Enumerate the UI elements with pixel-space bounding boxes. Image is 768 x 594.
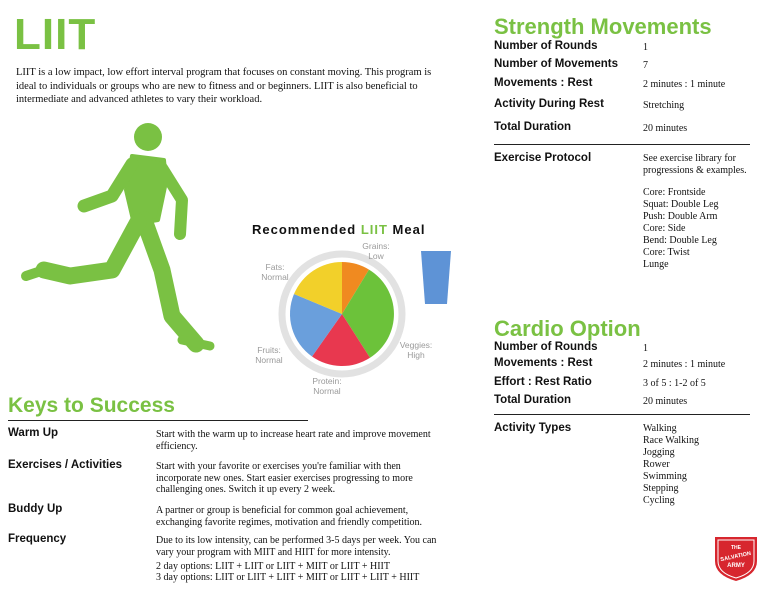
protocol-note-1: See exercise library for	[643, 153, 737, 164]
protocol-item: Core: Side	[643, 223, 686, 234]
key-text-warm-up: Start with the warm up to increase heart rate and improve movement efficiency.	[156, 429, 431, 452]
protocol-item: Core: Twist	[643, 247, 690, 258]
cardio-value-move-rest: 2 minutes : 1 minute	[643, 359, 726, 370]
strength-divider	[494, 144, 750, 145]
plate-label-fats-level: Normal	[261, 272, 289, 282]
page-title: LIIT	[14, 10, 97, 59]
meal-title-prefix: Recommended	[252, 222, 361, 237]
activity-item: Walking	[643, 423, 677, 434]
protocol-item: Core: Frontside	[643, 187, 706, 198]
strength-label-move-rest: Movements : Rest	[494, 77, 593, 89]
strength-value-duration: 20 minutes	[643, 123, 688, 134]
protocol-item: Lunge	[643, 259, 669, 270]
plate-label-fruits: Fruits:	[257, 345, 281, 355]
activity-item: Swimming	[643, 471, 687, 482]
plate-label-protein-level: Normal	[313, 386, 341, 395]
protocol-item: Bend: Double Leg	[643, 235, 717, 246]
strength-value-rounds: 1	[643, 42, 648, 53]
intro-paragraph: LIIT is a low impact, low effort interval program that focuses on constant moving. This program is ideal to individuals or groups who are new to fitness and or beginners. LIIT is also beneficial to intermediate and advanced athletes to vary their workload.	[16, 67, 432, 105]
strength-value-move-rest: 2 minutes : 1 minute	[643, 79, 726, 90]
protocol-label: Exercise Protocol	[494, 152, 592, 164]
cardio-value-effort: 3 of 5 : 1-2 of 5	[643, 378, 706, 389]
activity-types-label: Activity Types	[494, 422, 572, 434]
water-cup-icon	[420, 250, 452, 306]
protocol-note-2: progressions & examples.	[643, 165, 747, 176]
plate-label-veggies-level: High	[407, 350, 425, 360]
activity-item: Rower	[643, 459, 670, 470]
salvation-army-shield-logo	[712, 533, 760, 583]
meal-title-highlight: LIIT	[360, 222, 388, 237]
badge-line-3: ARMY	[727, 563, 745, 569]
protocol-item: Push: Double Arm	[643, 211, 718, 222]
cardio-title: Cardio Option	[494, 316, 641, 341]
activity-item: Race Walking	[643, 435, 699, 446]
cardio-divider	[494, 414, 750, 415]
runner-illustration	[14, 120, 219, 365]
key-text-buddy-up: A partner or group is beneficial for common goal achievement, exchanging favorite regimes, motivation and friendly competition.	[156, 505, 423, 528]
key-label-warm-up: Warm Up	[8, 427, 59, 439]
cardio-label-effort: Effort : Rest Ratio	[494, 376, 592, 388]
plate-label-fats: Fats:	[265, 262, 285, 272]
badge-line-1: THE	[731, 545, 741, 551]
keys-divider	[8, 420, 308, 421]
activity-item: Stepping	[643, 483, 679, 494]
activity-item: Cycling	[643, 495, 675, 506]
strength-label-activity-rest: Activity During Rest	[494, 98, 604, 110]
cardio-value-rounds: 1	[643, 343, 648, 354]
cardio-label-duration: Total Duration	[494, 394, 572, 406]
protocol-item: Squat: Double Leg	[643, 199, 719, 210]
key-text-frequency-3day: 3 day options: LIIT or LIIT + LIIT + MIIT or LIIT + LIIT + HIIT	[156, 572, 420, 583]
badge-line-2: SALVATION	[719, 550, 752, 564]
meal-title	[252, 222, 425, 237]
key-text-frequency-2day: 2 day options: LIIT + LIIT or LIIT + MIIT or LIIT + HIIT	[156, 561, 390, 572]
plate-label-grains: Grains:	[362, 241, 390, 251]
key-label-exercises: Exercises / Activities	[8, 459, 123, 471]
strength-value-activity-rest: Stretching	[643, 100, 685, 111]
key-text-frequency: Due to its low intensity, can be performed 3-5 days per week. You can vary your program with MIIT and HIIT for more intensity.	[156, 535, 437, 558]
cardio-label-move-rest: Movements : Rest	[494, 357, 593, 369]
strength-label-duration: Total Duration	[494, 121, 572, 133]
cardio-value-duration: 20 minutes	[643, 396, 688, 407]
plate-label-fruits-level: Normal	[255, 355, 283, 365]
strength-label-rounds: Number of Rounds	[494, 40, 598, 52]
key-text-exercises: Start with your favorite or exercises you're familiar with then incorporate new ones. Start easier exercises progressing to more challenging ones. Switch it up every 2 week.	[156, 461, 413, 496]
cardio-label-rounds: Number of Rounds	[494, 341, 598, 353]
meal-title-suffix: Meal	[387, 222, 426, 237]
key-label-frequency: Frequency	[8, 533, 67, 545]
plate-label-protein: Protein:	[312, 376, 342, 386]
key-label-buddy-up: Buddy Up	[8, 503, 63, 515]
keys-title: Keys to Success	[8, 394, 175, 417]
activity-item: Jogging	[643, 447, 675, 458]
strength-value-movements: 7	[643, 60, 648, 71]
plate-label-veggies: Veggies:	[399, 340, 433, 350]
plate-label-grains-level: Low	[368, 251, 384, 261]
strength-label-movements: Number of Movements	[494, 58, 618, 70]
strength-title: Strength Movements	[494, 14, 712, 39]
